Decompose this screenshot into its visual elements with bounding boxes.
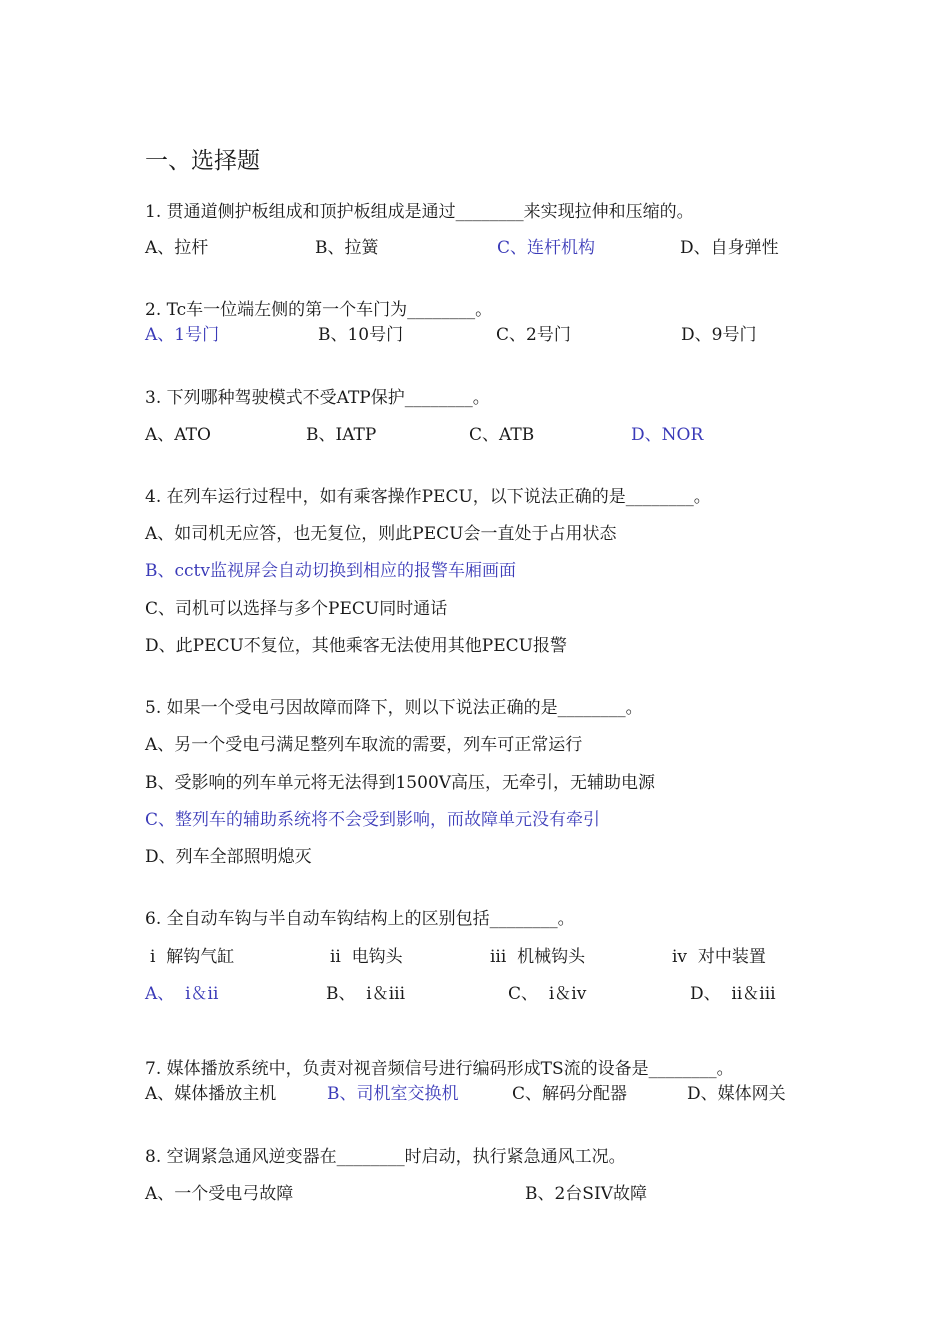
option-a-answer: A、1号门 <box>145 325 220 345</box>
question-stem: 4. 在列车运行过程中，如有乘客操作PECU，以下说法正确的是________。 <box>145 487 711 507</box>
option-a: A、ATO <box>145 425 211 445</box>
option-c-answer: C、连杆机构 <box>497 238 596 258</box>
item-ii: ii 电钩头 <box>330 947 403 967</box>
item-iii: iii 机械钩头 <box>490 947 586 967</box>
option-a: A、拉杆 <box>145 238 209 258</box>
option-d: D、9号门 <box>681 325 757 345</box>
option-b: B、拉簧 <box>315 238 379 258</box>
question-stem: 5. 如果一个受电弓因故障而降下，则以下说法正确的是________。 <box>145 698 643 718</box>
option-d: D、媒体网关 <box>687 1084 786 1104</box>
item-iv: iv 对中装置 <box>672 947 766 967</box>
question-stem: 3. 下列哪种驾驶模式不受ATP保护________。 <box>145 388 490 408</box>
option-d: D、自身弹性 <box>680 238 779 258</box>
option-c: C、ATB <box>469 425 535 445</box>
question-stem: 7. 媒体播放系统中，负责对视音频信号进行编码形成TS流的设备是________。 <box>145 1059 734 1079</box>
option-a-answer: A、 i＆ii <box>145 984 219 1004</box>
option-a: A、如司机无应答，也无复位，则此PECU会一直处于占用状态 <box>145 524 617 544</box>
option-c: C、解码分配器 <box>512 1084 628 1104</box>
option-d: D、 ii＆iii <box>690 984 776 1004</box>
question-stem: 2. Tc车一位端左侧的第一个车门为________。 <box>145 300 493 320</box>
option-b-answer: B、司机室交换机 <box>327 1084 459 1104</box>
option-c: C、 i＆iv <box>508 984 587 1004</box>
item-i: i 解钩气缸 <box>150 947 235 967</box>
option-b: B、IATP <box>306 425 377 445</box>
option-c: C、司机可以选择与多个PECU同时通话 <box>145 599 448 619</box>
option-d-answer: D、NOR <box>631 425 704 445</box>
option-c: C、2号门 <box>496 325 571 345</box>
option-a: A、一个受电弓故障 <box>145 1184 294 1204</box>
question-stem: 8. 空调紧急通风逆变器在________时启动，执行紧急通风工况。 <box>145 1147 626 1167</box>
option-b: B、10号门 <box>318 325 404 345</box>
option-c-answer: C、整列车的辅助系统将不会受到影响，而故障单元没有牵引 <box>145 810 601 830</box>
option-a: A、媒体播放主机 <box>145 1084 277 1104</box>
question-stem: 1. 贯通道侧护板组成和顶护板组成是通过________来实现拉伸和压缩的。 <box>145 202 694 222</box>
option-b: B、受影响的列车单元将无法得到1500V高压，无牵引，无辅助电源 <box>145 773 656 793</box>
option-d: D、此PECU不复位，其他乘客无法使用其他PECU报警 <box>145 636 567 656</box>
option-b: B、2台SIV故障 <box>525 1184 647 1204</box>
option-b-answer: B、cctv监视屏会自动切换到相应的报警车厢画面 <box>145 561 516 581</box>
option-d: D、列车全部照明熄灭 <box>145 847 312 867</box>
question-stem: 6. 全自动车钩与半自动车钩结构上的区别包括________。 <box>145 909 575 929</box>
option-a: A、另一个受电弓满足整列车取流的需要，列车可正常运行 <box>145 735 583 755</box>
option-b: B、 i＆iii <box>326 984 406 1004</box>
section-title: 一、选择题 <box>145 148 260 174</box>
